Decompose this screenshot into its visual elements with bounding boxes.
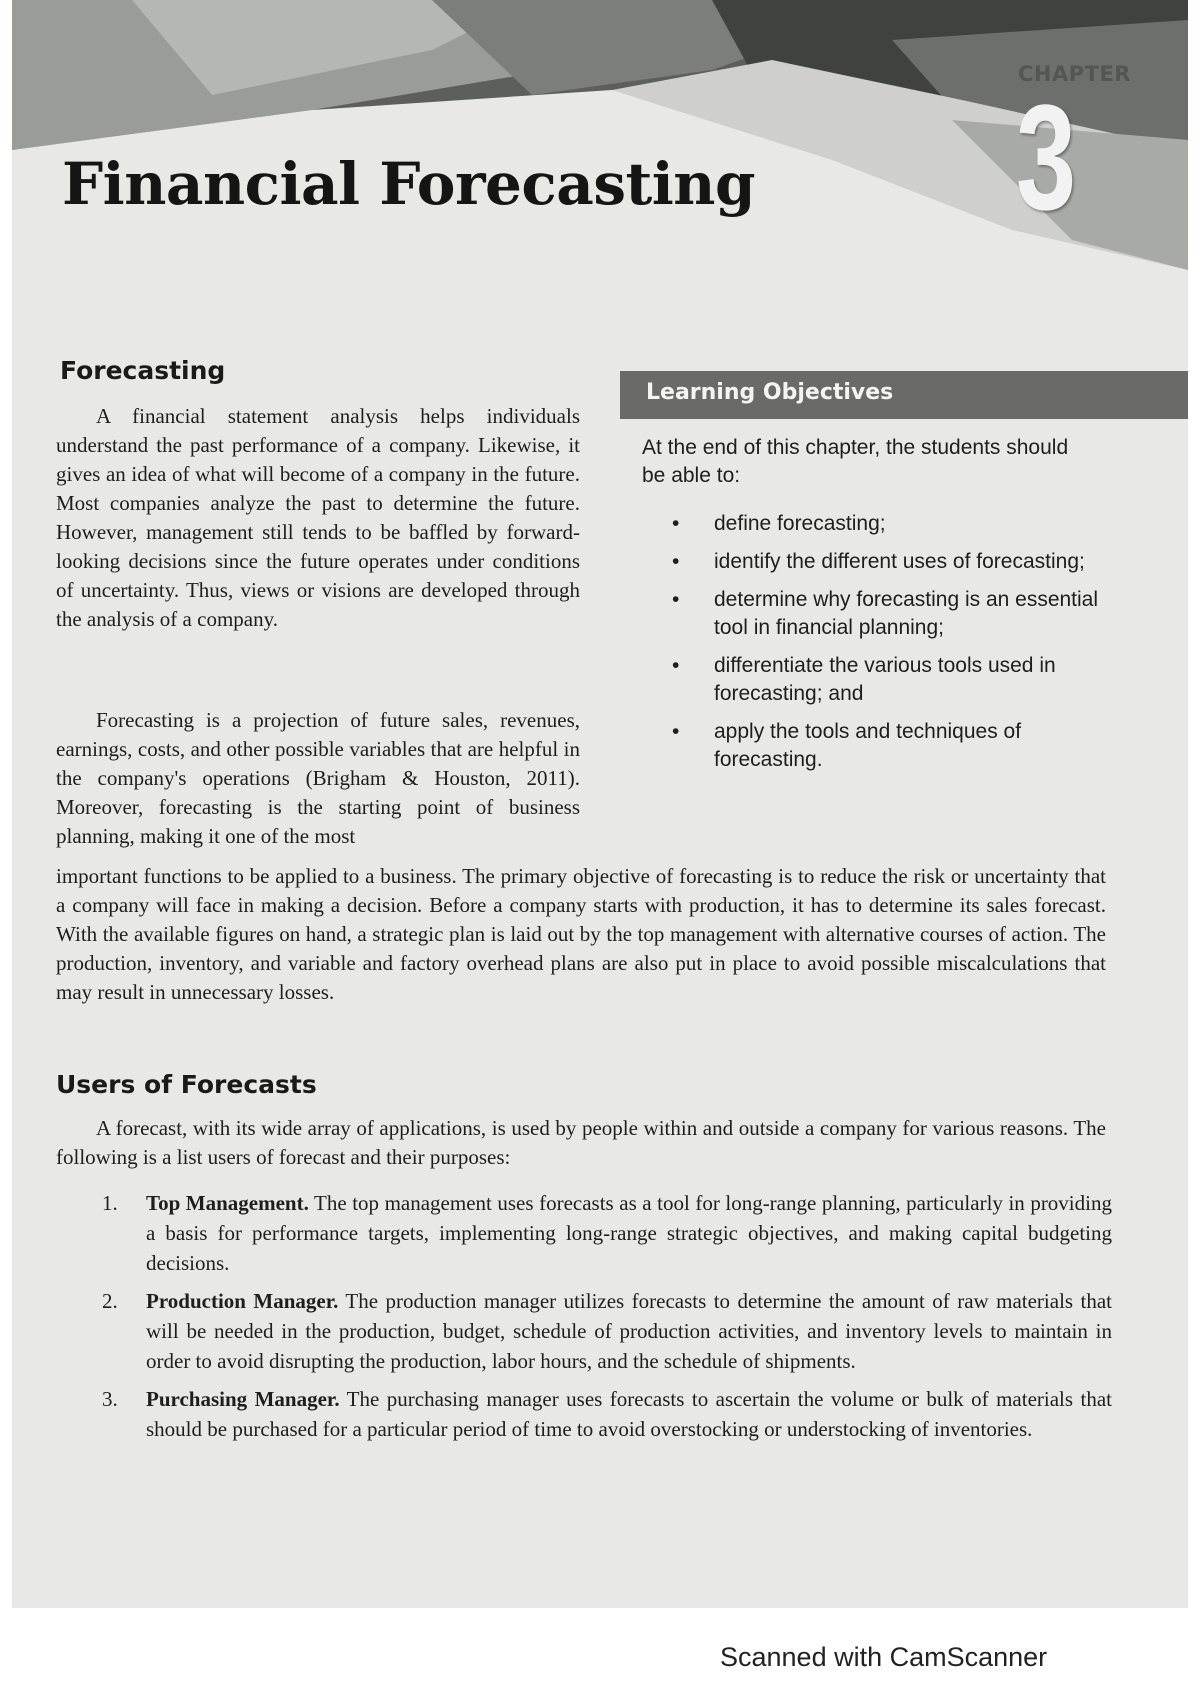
list-item: [102, 1188, 1112, 1278]
objective-item: • differentiate the various tools used in forecasting; and: [672, 652, 1112, 708]
list-item-title: Top Management.: [146, 1191, 309, 1215]
users-intro: A forecast, with its wide array of applications, is used by people within and outside a company for various reasons. The following is a list users of forecast and their purposes:: [56, 1116, 1106, 1169]
forecasting-paragraph-2-bottom: important functions to be applied to a business. The primary objective of forecasting is to reduce the risk or uncertainty that a company will face in making a decision. Before a company starts with production, it has to determine its sales forecast. With the available figures on hand, a strategic plan is laid out by the top management with alternative courses of action. The production, inventory, and variable and factory overhead plans are also put in place to avoid possible miscalculations that may result in unnecessary losses.: [56, 864, 1106, 1004]
chapter-number: 3: [1016, 73, 1077, 241]
forecasting-paragraph-1: A financial statement analysis helps individuals understand the past performance of a company. Likewise, it gives an idea of what will become of a company in the future. Most companies analyze the past to determine the future. However, management still tends to be baffled by forward-looking decisions since the future operates under conditions of uncertainty. Thus, views or visions are developed through the analysis of a company.: [56, 404, 580, 631]
list-number: 1.: [102, 1191, 118, 1215]
scanned-page: [12, 0, 1188, 1608]
objective-item: • define forecasting;: [672, 510, 1112, 538]
learning-objectives-title: Learning Objectives: [646, 380, 894, 405]
learning-objectives-list: [672, 510, 1112, 784]
list-item: [102, 1384, 1112, 1444]
section-heading-users: Users of Forecasts: [56, 1070, 317, 1099]
chapter-label: CHAPTER: [1018, 62, 1131, 86]
list-item-title: Purchasing Manager.: [146, 1387, 340, 1411]
chapter-title: Financial Forecasting: [62, 150, 756, 218]
list-item-text: The top management uses forecasts as a tool for long-range planning, particularly in providing a basis for performance targets, implementing long-range strategic objectives, and making capital budgeting decisions.: [146, 1191, 1112, 1275]
list-item-title: Production Manager.: [146, 1289, 339, 1313]
objective-item: • apply the tools and techniques of forecasting.: [672, 718, 1112, 774]
scanner-watermark: Scanned with CamScanner: [720, 1642, 1048, 1672]
list-item-text: The purchasing manager uses forecasts to ascertain the volume or bulk of materials that should be purchased for a particular period of time to avoid overstocking or understocking of inventories.: [146, 1387, 1112, 1441]
objective-item: • determine why forecasting is an essential tool in financial planning;: [672, 586, 1112, 642]
learning-objectives-header: [620, 371, 1188, 419]
list-number: 2.: [102, 1289, 118, 1313]
list-item-text: The production manager utilizes forecasts to determine the amount of raw materials that will be needed in the production, budget, schedule of production activities, and inventory levels to maintain in order to avoid disrupting the production, labor hours, and the schedule of shipments.: [146, 1289, 1112, 1373]
list-number: 3.: [102, 1387, 118, 1411]
learning-objectives-intro: At the end of this chapter, the students should be able to:: [642, 436, 1069, 487]
objective-item: • identify the different uses of forecasting;: [672, 548, 1112, 576]
section-heading-forecasting: Forecasting: [60, 356, 226, 385]
list-item: [102, 1286, 1112, 1376]
users-list: [102, 1188, 1112, 1452]
forecasting-paragraph-2-top: Forecasting is a projection of future sales, revenues, earnings, costs, and other possible variables that are helpful in the company's operations (Brigham & Houston, 2011). Moreover, forecasting is the starting point of business planning, making it one of the most: [56, 708, 580, 848]
